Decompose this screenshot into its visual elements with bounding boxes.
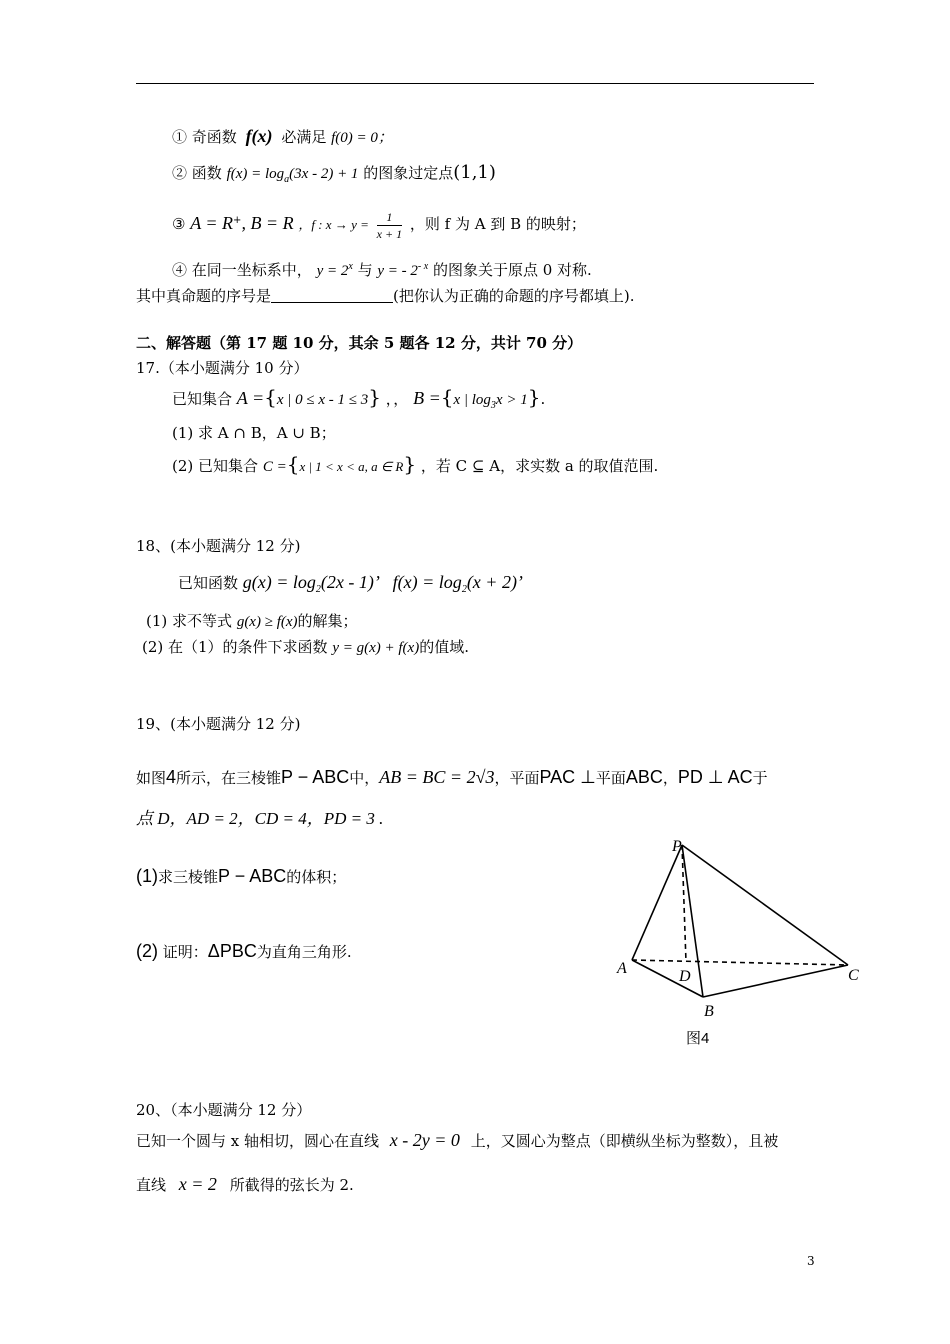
label-a: A: [617, 960, 627, 977]
q18-part-2: (2) 在（1）的条件下求函数 y = g(x) + f(x)的值域.: [142, 638, 469, 656]
q20-line-2: 直线 x = 2 所截得的弦长为 2.: [136, 1174, 354, 1194]
label-c: C: [848, 967, 859, 984]
q17-part-2: (2) 已知集合 C ={x | 1 < x < a, a ∈ R} ，若 C ⊆ A，求实数 a 的取值范围.: [172, 452, 659, 476]
edge-ac-dashed: [632, 960, 848, 965]
q19-line-1: 如图4所示，在三棱锥P − ABC中，AB = BC = 2√3，平面PAC ⊥平面ABC，PD ⊥ AC于: [136, 767, 768, 787]
edge-pa: [632, 845, 682, 960]
figure-caption: 图4: [686, 1030, 710, 1047]
edge-ab: [632, 960, 703, 997]
answer-blank[interactable]: [271, 288, 393, 303]
q18-heading: 18、(本小题满分 12 分): [136, 537, 301, 555]
q17-part-1: (1) 求 A ∩ B，A ∪ B；: [172, 424, 336, 442]
q16-item-3: ③ A = R+, B = R ，f : x → y = $\frac{1}{x + 1}$ ，则 f 为 A 到 B 的映射；: [172, 209, 586, 241]
q16-prompt: 其中真命题的序号是 (把你认为正确的命题的序号都填上).: [136, 287, 635, 305]
q19-line-2: 点 D，AD = 2，CD = 4，PD = 3 .: [136, 809, 384, 828]
label-p: P: [672, 838, 682, 855]
q19-part-2: (2) 证明：ΔPBC为直角三角形.: [136, 941, 352, 961]
section-2-heading: 二、解答题（第 17 题 10 分，其余 5 题各 12 分，共计 70 分）: [136, 334, 583, 352]
q20-line-1: 已知一个圆与 x 轴相切，圆心在直线 x - 2y = 0 上，又圆心为整点（即横纵坐标为整数），且被: [136, 1130, 779, 1150]
q18-part-1: (1) 求不等式 g(x) ≥ f(x)的解集；: [146, 612, 358, 630]
edge-bc: [703, 965, 848, 997]
q19-part-1: (1)求三棱锥P − ABC的体积；: [136, 866, 347, 886]
label-d: D: [679, 968, 691, 985]
q18-functions: 已知函数 $g(x) = \log_2(2x - 1)$’ $f(x) = \log_2(x + 2)$’: [178, 572, 523, 595]
q17-sets: 已知集合 A ={x | 0 ≤ x - 1 ≤ 3} ，， B ={x | $\log_3x > 1$}.: [172, 385, 546, 411]
q16-item-4: ④ 在同一坐标系中， $y = 2^x$ 与 y = - $2^{- x}$ 的图象关于原点 0 对称.: [172, 261, 592, 279]
q20-heading: 20、（本小题满分 12 分）: [136, 1101, 312, 1119]
fraction: $\frac{1}{x + 1}$: [376, 209, 403, 241]
pyramid-figure: [610, 835, 870, 1050]
q16-item-1: ① 奇函数 f(x) 必满足 f(0) = 0；: [172, 126, 393, 146]
edge-pc: [682, 845, 848, 965]
q16-item-2: ② 函数 $f(x) = \log_a(3x - 2) + 1$ 的图象过定点(1,1): [172, 162, 496, 185]
q19-heading: 19、(本小题满分 12 分): [136, 715, 301, 733]
q17-heading: 17.（本小题满分 10 分）: [136, 359, 309, 377]
label-b: B: [704, 1003, 714, 1020]
page-number: 3: [807, 1254, 815, 1268]
header-rule: [136, 83, 814, 84]
